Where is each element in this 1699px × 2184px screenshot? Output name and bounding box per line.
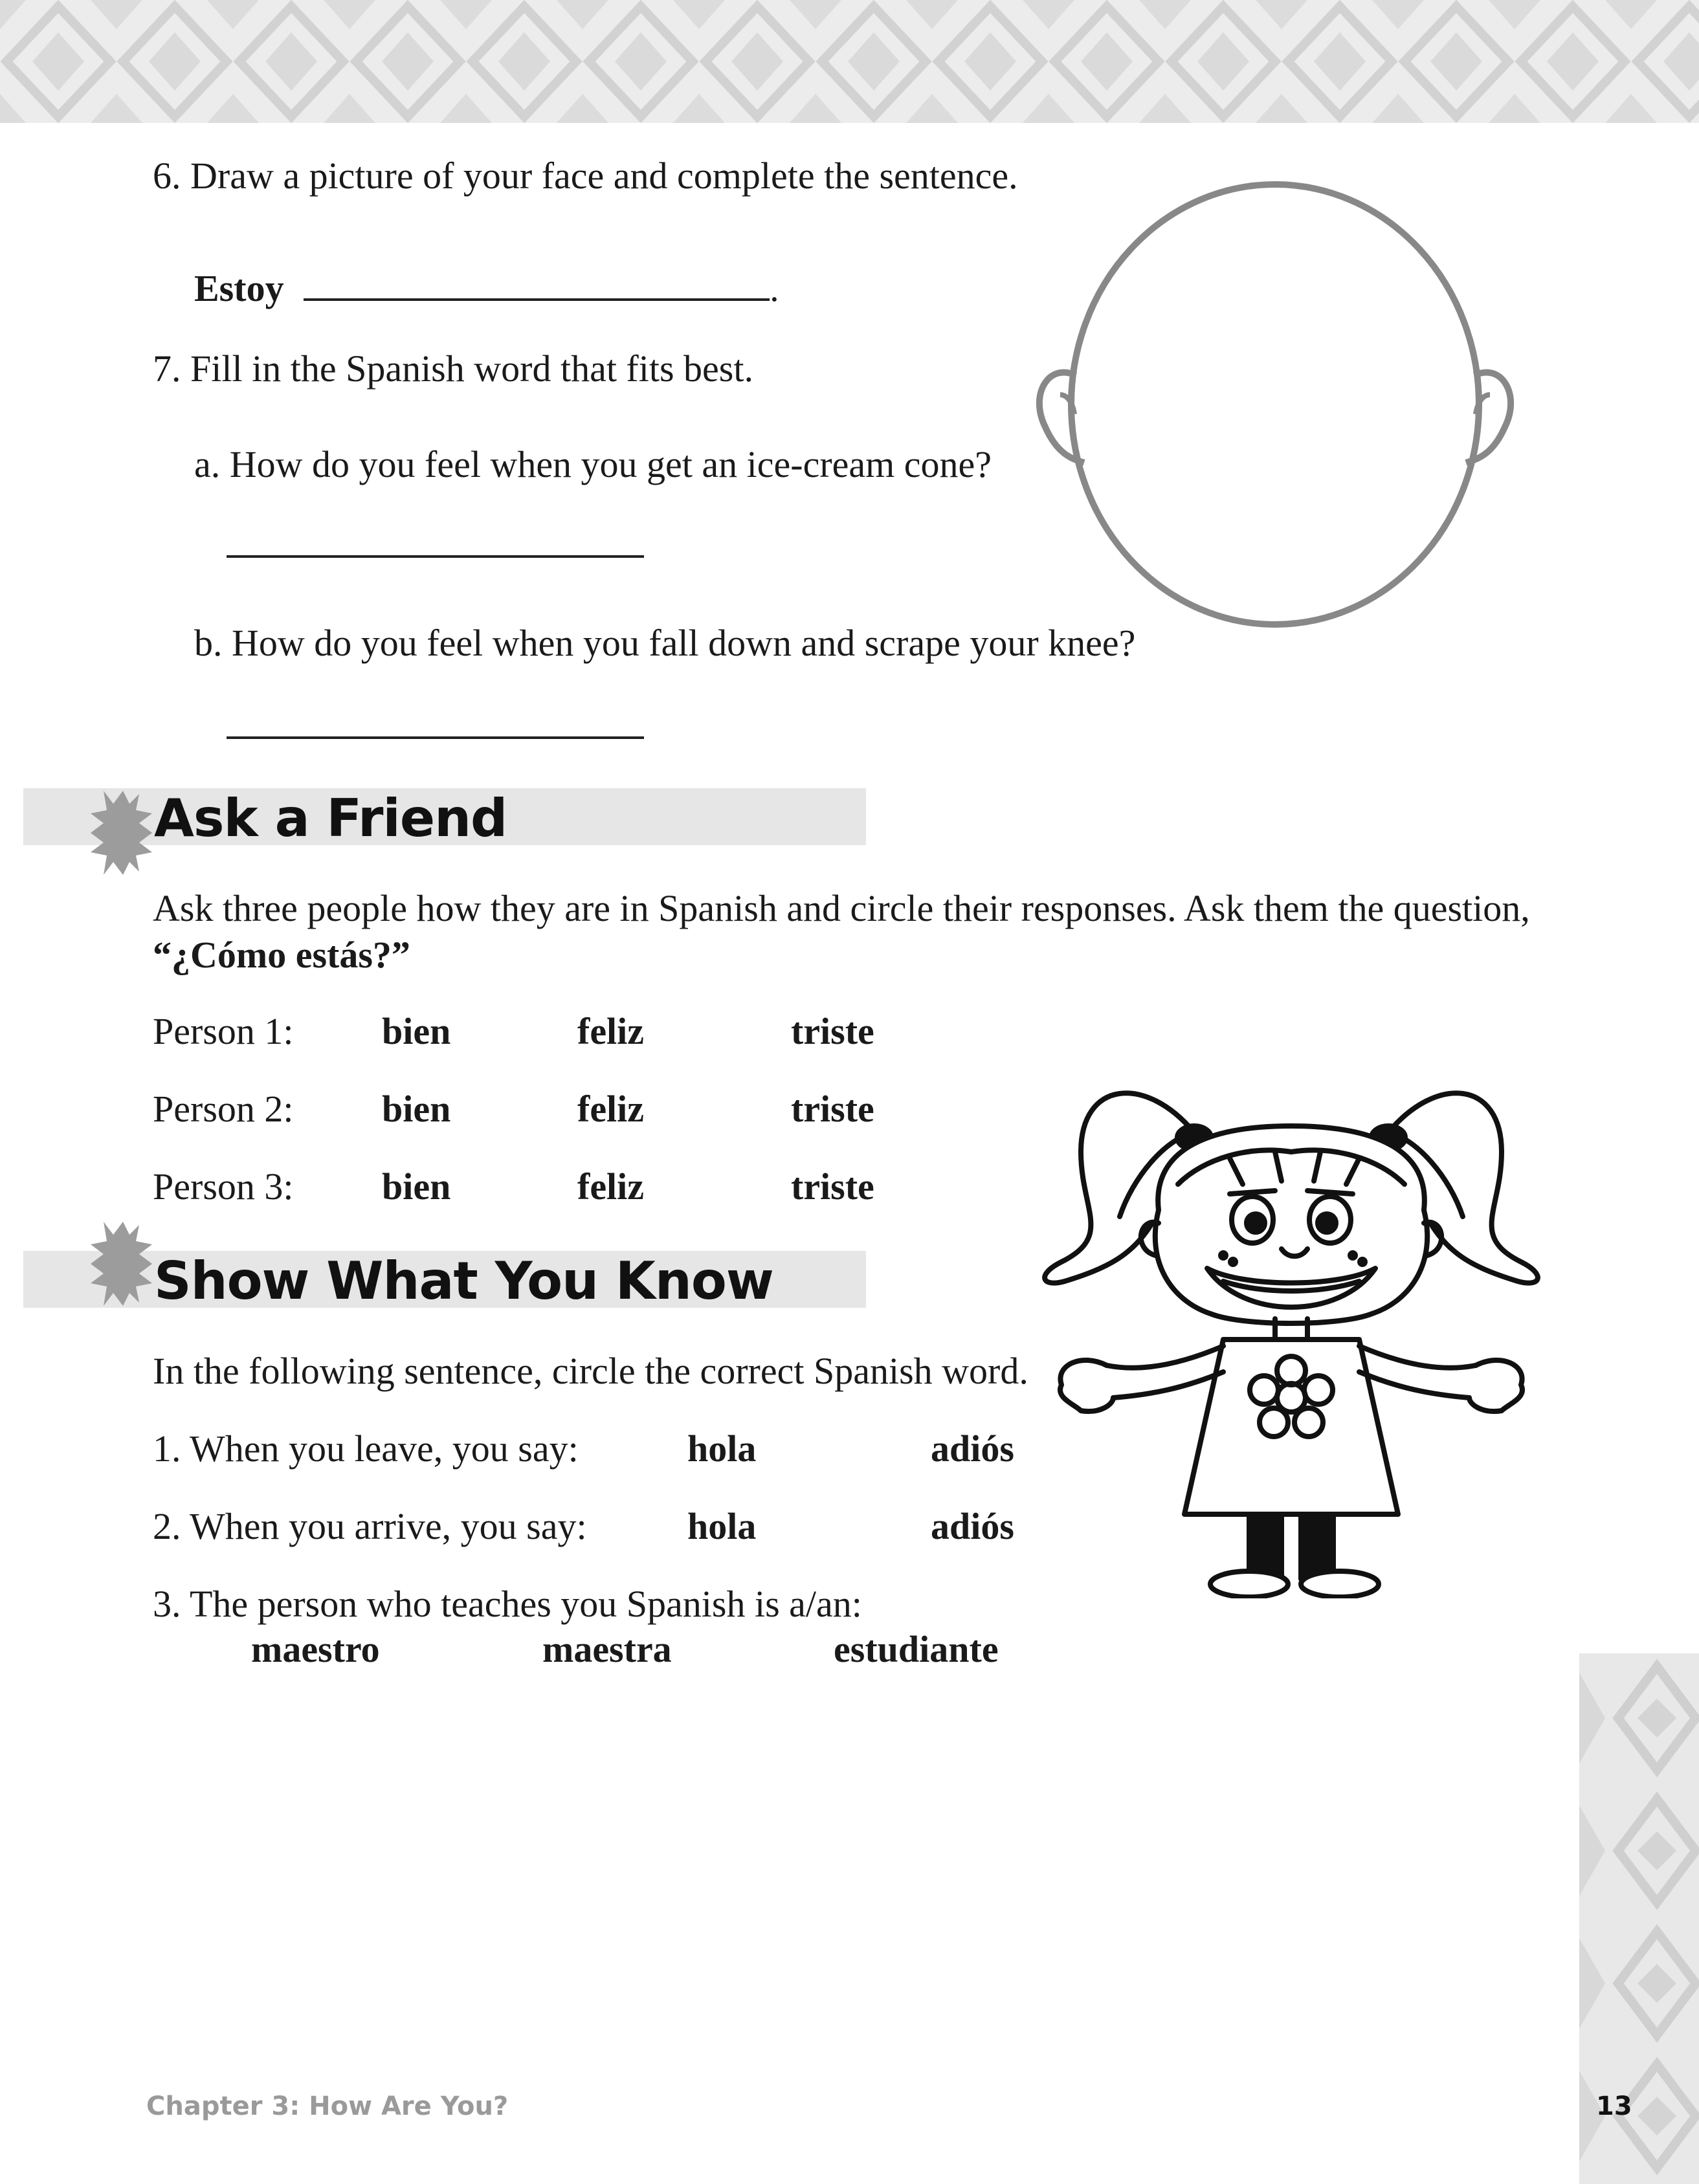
person-1-option-feliz[interactable]: feliz — [577, 1010, 645, 1052]
person-2-option-feliz[interactable]: feliz — [577, 1088, 645, 1130]
item-2-option-hola[interactable]: hola — [687, 1505, 757, 1547]
show-know-title: Show What You Know — [154, 1251, 773, 1311]
estoy-sentence — [194, 267, 779, 310]
ask-friend-instructions: Ask three people how they are in Spanish and circle their responses. Ask them the question, — [153, 887, 1530, 929]
person-1-label: Person 1: — [153, 1010, 294, 1052]
item-1-option-hola[interactable]: hola — [687, 1428, 757, 1470]
question-7-prompt: 7. Fill in the Spanish word that fits best. — [153, 347, 753, 390]
ask-friend-title: Ask a Friend — [154, 788, 507, 848]
person-3-option-bien[interactable]: bien — [382, 1165, 451, 1208]
item-3-option-maestro[interactable]: maestro — [251, 1628, 380, 1670]
zigzag-ornament-icon — [91, 791, 152, 875]
person-2-option-bien[interactable]: bien — [382, 1088, 451, 1130]
zigzag-ornament-icon — [91, 1222, 152, 1306]
footer-chapter-title: Chapter 3: How Are You? — [146, 2091, 509, 2121]
item-3-option-estudiante[interactable]: estudiante — [834, 1628, 999, 1670]
face-outline-drawing — [1023, 181, 1527, 654]
question-6-prompt: 6. Draw a picture of your face and complete the sentence. — [153, 155, 1018, 197]
answer-7a-blank[interactable] — [227, 550, 644, 558]
estoy-label: Estoy — [194, 267, 284, 309]
question-7a: a. How do you feel when you get an ice-cream cone? — [194, 443, 992, 485]
person-1-option-bien[interactable]: bien — [382, 1010, 451, 1052]
item-1-option-adios[interactable]: adiós — [931, 1428, 1014, 1470]
page-number: 13 — [1596, 2091, 1632, 2121]
estoy-period: . — [770, 267, 779, 309]
item-2-option-adios[interactable]: adiós — [931, 1505, 1014, 1547]
person-3-option-feliz[interactable]: feliz — [577, 1165, 645, 1208]
item-2-text: 2. When you arrive, you say: — [153, 1505, 587, 1547]
question-7b: b. How do you feel when you fall down and scrape your knee? — [194, 622, 1136, 664]
top-pattern-band — [0, 0, 1699, 123]
item-3-text: 3. The person who teaches you Spanish is a/an: — [153, 1583, 862, 1625]
ask-friend-question: “¿Cómo estás?” — [153, 934, 410, 976]
show-know-instructions: In the following sentence, circle the correct Spanish word. — [153, 1350, 1028, 1392]
person-3-label: Person 3: — [153, 1165, 294, 1208]
person-2-label: Person 2: — [153, 1088, 294, 1130]
girl-illustration — [1036, 1061, 1547, 1598]
item-1-text: 1. When you leave, you say: — [153, 1428, 579, 1470]
person-2-option-triste[interactable]: triste — [791, 1088, 874, 1130]
item-3-option-maestra[interactable]: maestra — [542, 1628, 672, 1670]
person-3-option-triste[interactable]: triste — [791, 1165, 874, 1208]
answer-7b-blank[interactable] — [227, 731, 644, 739]
person-1-option-triste[interactable]: triste — [791, 1010, 874, 1052]
estoy-answer-blank[interactable] — [304, 293, 770, 301]
